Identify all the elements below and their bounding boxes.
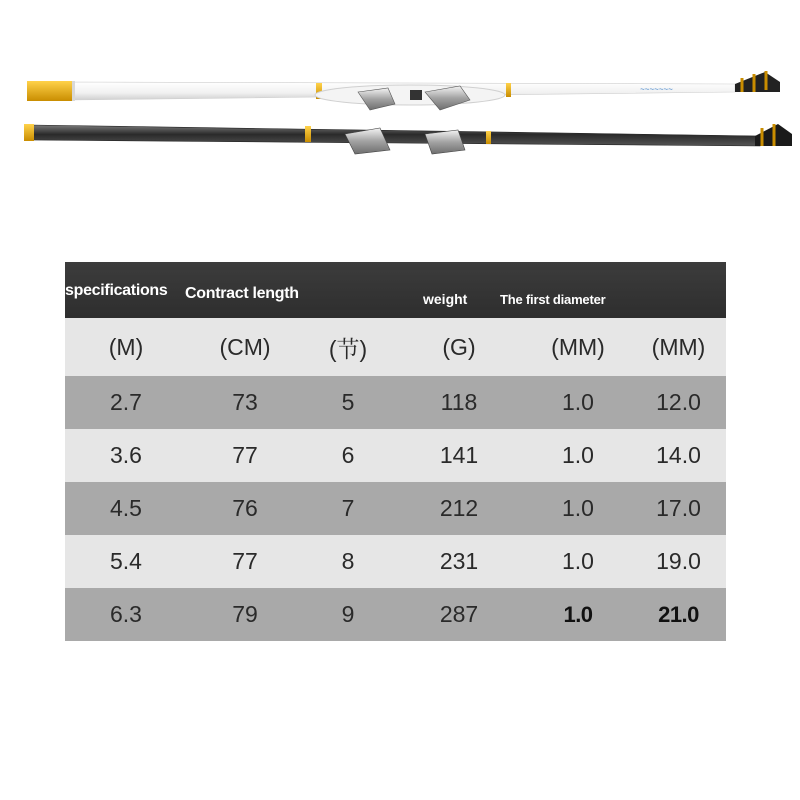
unit-first-diameter: (MM): [551, 333, 605, 360]
cell-length: 4.5: [110, 495, 142, 521]
cell-contract-length: 77: [232, 442, 258, 468]
black-rod: [24, 124, 792, 154]
cell-sections: 7: [341, 495, 355, 521]
cell-contract-length: 79: [232, 601, 258, 627]
cell-length: 3.6: [110, 442, 142, 468]
table-row: [65, 588, 726, 641]
table-row: [65, 535, 726, 588]
cell-length: 5.4: [110, 548, 142, 574]
header-weight: weight: [423, 291, 468, 307]
cell-first-diameter: 1.0: [562, 442, 594, 468]
cell-bottom-diameter: 21.0: [658, 601, 699, 627]
cell-weight: 118: [440, 389, 478, 415]
cell-weight: 141: [439, 442, 479, 468]
cell-bottom-diameter: 14.0: [656, 442, 701, 468]
header-contract-length: Contract length: [185, 285, 299, 302]
cell-first-diameter: 1.0: [562, 389, 594, 415]
svg-text:~~~~~~~: ~~~~~~~: [640, 85, 673, 94]
cell-bottom-diameter: 19.0: [656, 548, 701, 574]
table-row: [65, 482, 726, 535]
cell-contract-length: 73: [232, 389, 258, 415]
white-rod: [27, 71, 780, 110]
unit-weight: (G): [442, 333, 476, 360]
cell-bottom-diameter: 12.0: [656, 389, 701, 415]
cell-sections: 5: [341, 389, 355, 415]
cell-first-diameter: 1.0: [563, 601, 593, 627]
header-first-diameter: The first diameter: [500, 292, 606, 307]
cell-weight: 287: [439, 601, 479, 627]
cell-weight: 212: [439, 495, 479, 521]
cell-length: 2.7: [110, 389, 142, 415]
cell-bottom-diameter: 17.0: [656, 495, 701, 521]
cell-sections: 6: [341, 442, 355, 468]
units-row: [65, 318, 726, 376]
spec-table: [65, 262, 726, 641]
cell-weight: 231: [439, 548, 479, 574]
table-header: [65, 262, 726, 318]
cell-length: 6.3: [110, 601, 142, 627]
cell-sections: 8: [341, 548, 355, 574]
unit-sections: (节): [328, 335, 368, 362]
header-specifications: specifications: [65, 282, 168, 299]
cell-first-diameter: 1.0: [562, 495, 594, 521]
cell-contract-length: 76: [232, 495, 258, 521]
cell-contract-length: 77: [232, 548, 258, 574]
fishing-rods-image: [0, 0, 800, 200]
unit-contract-length: (CM): [219, 333, 271, 360]
table-row: [65, 376, 726, 429]
table-row: [65, 429, 726, 482]
unit-bottom-diameter: (MM): [651, 333, 706, 360]
cell-first-diameter: 1.0: [562, 548, 594, 574]
cell-sections: 9: [341, 601, 355, 627]
unit-length: (M): [108, 333, 144, 360]
